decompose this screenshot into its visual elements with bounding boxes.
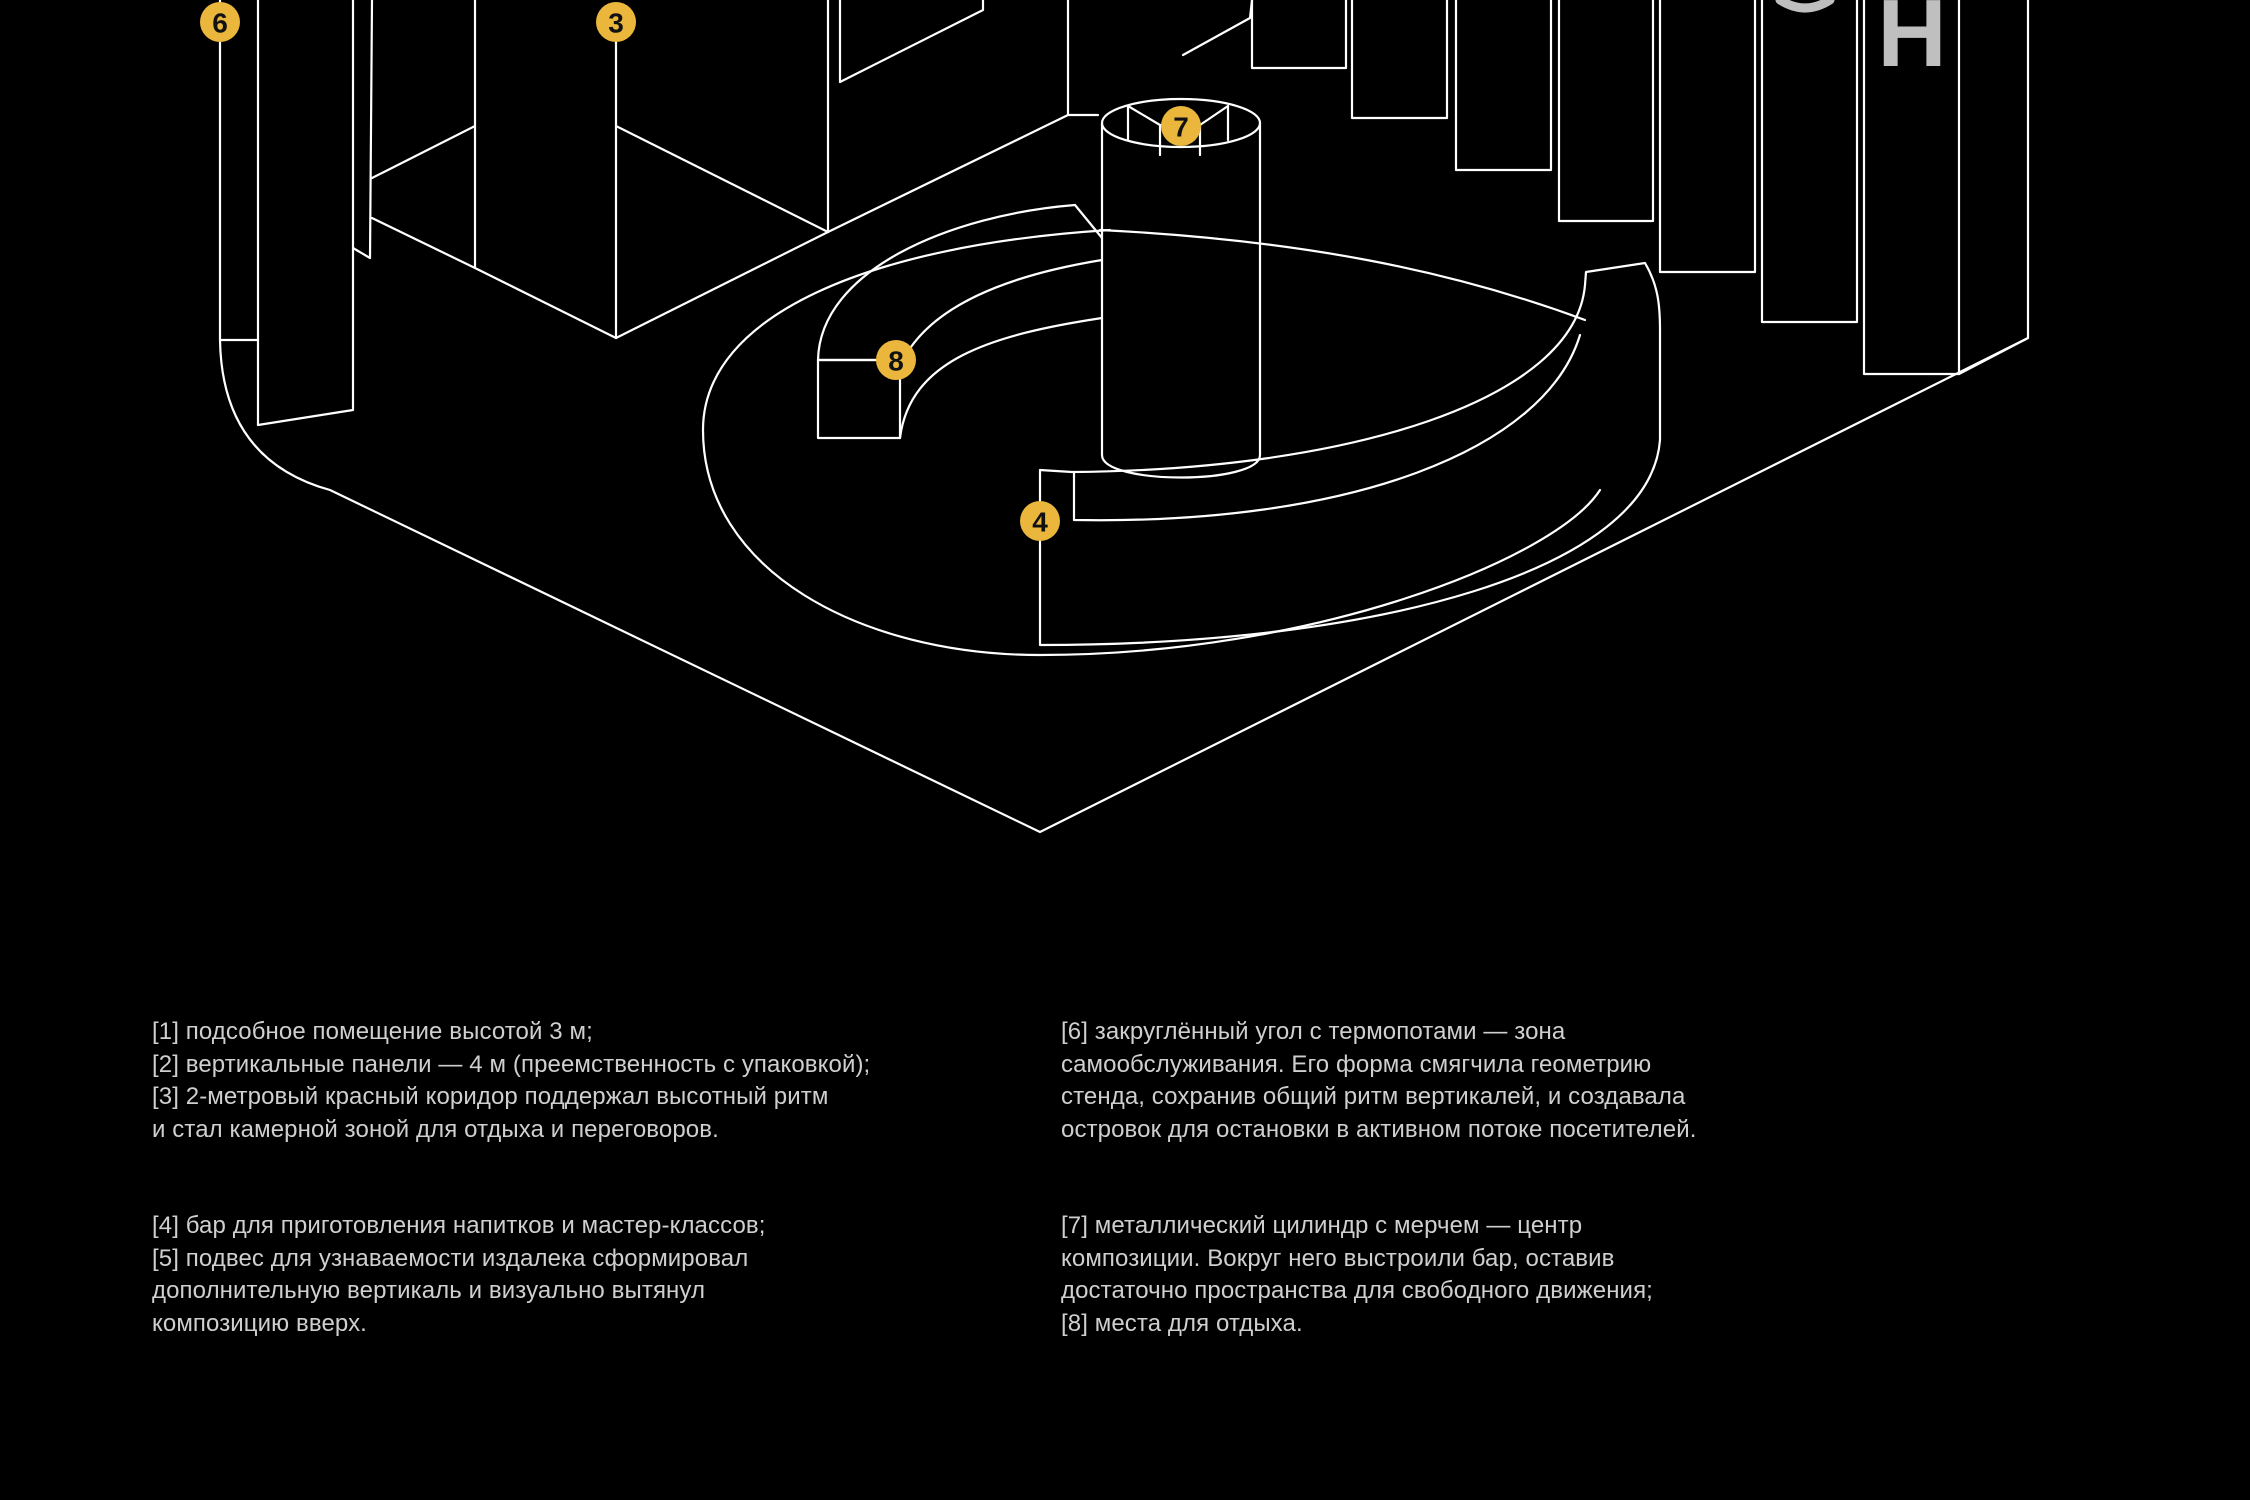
- legend-line: самообслуживания. Его форма смягчила геометрию: [1061, 1050, 1652, 1078]
- legend-line: [3] 2-метровый красный коридор поддержал высотный ритм: [152, 1083, 829, 1110]
- legend-line: островок для остановки в активном потоке посетителей.: [1061, 1115, 1697, 1143]
- legend-line: [2] вертикальные панели — 4 м (преемственность с упаковкой);: [152, 1050, 871, 1078]
- legend-line: композиции. Вокруг него выстроили бар, оставив: [1061, 1244, 1615, 1272]
- legend-line: [1] подсобное помещение высотой 3 м;: [152, 1018, 593, 1045]
- marker-7: [1161, 106, 1201, 146]
- bar-counter: [1040, 263, 1660, 645]
- title-glyph: Н: [1877, 0, 1947, 87]
- legend-block-3: [152, 1210, 766, 1340]
- legend-block-1: [152, 1016, 870, 1146]
- legend-line: стенда, сохранив общий ритм вертикалей, и создавала: [1061, 1083, 1686, 1110]
- marker-8: [876, 340, 916, 380]
- legend-line: [6] закруглённый угол с термопотами — зона: [1061, 1018, 1566, 1045]
- legend-line: композицию вверх.: [152, 1309, 367, 1337]
- marker-3: [596, 2, 636, 42]
- legend-line: [8] места для отдыха.: [1061, 1309, 1303, 1337]
- legend-line: [7] металлический цилиндр с мерчем — центр: [1061, 1212, 1583, 1239]
- legend-line: достаточно пространства для свободного движения;: [1061, 1277, 1653, 1304]
- marker-4: [1020, 501, 1060, 541]
- rounded-corner-module: [220, 0, 353, 425]
- legend-line: дополнительную вертикаль и визуально вытянул: [152, 1277, 706, 1304]
- svg-text:6: 6: [212, 7, 228, 39]
- legend-line: и стал камерной зоной для отдыха и переговоров.: [152, 1115, 719, 1143]
- legend-line: [5] подвес для узнаваемости издалека сформировал: [152, 1244, 749, 1272]
- bar-platform: [703, 230, 1600, 655]
- legend-block-2: [1061, 1016, 1696, 1146]
- legend-line: [4] бар для приготовления напитков и мастер-классов;: [152, 1212, 766, 1239]
- svg-text:3: 3: [608, 7, 624, 39]
- marker-6: [200, 2, 240, 42]
- legend-block-4: [1061, 1210, 1653, 1340]
- floor-outline: [220, 0, 2028, 832]
- merch-cylinder: [1102, 99, 1260, 478]
- svg-text:4: 4: [1032, 506, 1048, 538]
- seating-arc: [818, 205, 1102, 438]
- svg-text:7: 7: [1173, 111, 1189, 143]
- svg-text:8: 8: [888, 345, 904, 377]
- utility-room-block: [353, 0, 1252, 338]
